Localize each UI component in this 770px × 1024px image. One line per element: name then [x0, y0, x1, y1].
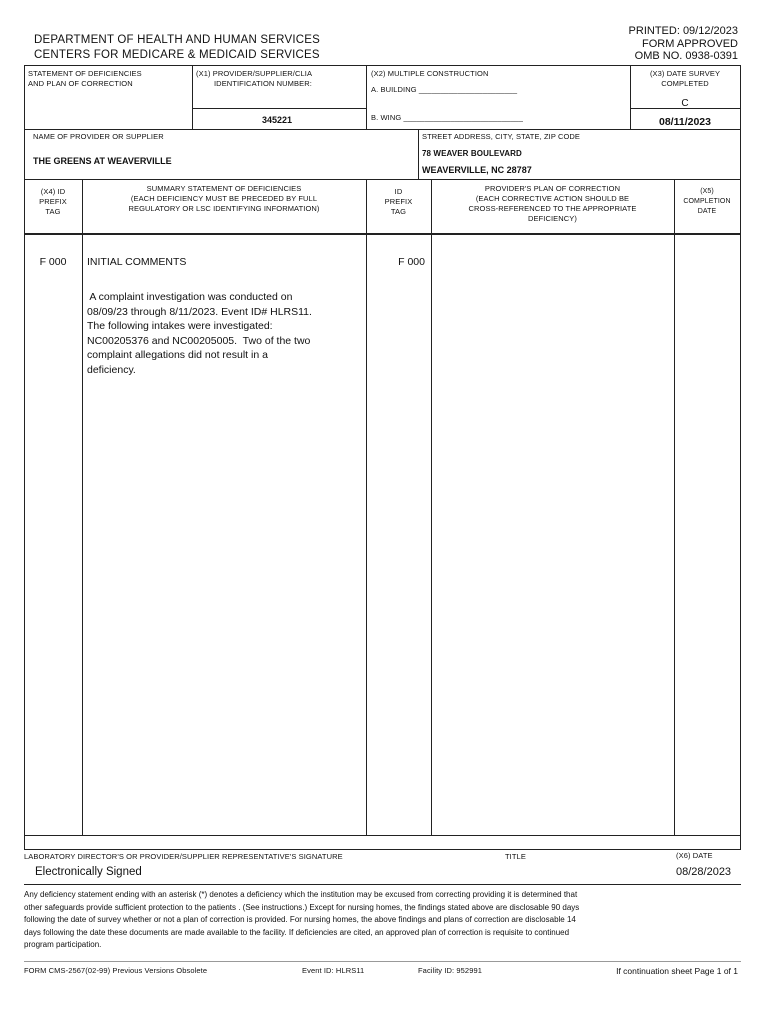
frame-right — [740, 65, 741, 850]
entry-line: NC00205376 and NC00205005. Two of the two — [87, 334, 311, 347]
disclaimer-line: other safeguards provide sufficient protection to the patients . (See instructions.) Except for nursing homes, the findings stated above are disclosable 90 days — [24, 902, 580, 912]
col-divider-4 — [674, 179, 675, 835]
x4-header-3: TAG — [45, 207, 61, 216]
plan-header-1: PROVIDER'S PLAN OF CORRECTION — [484, 184, 621, 193]
title-label: TITLE — [505, 852, 526, 861]
x5-header-3: DATE — [697, 208, 717, 215]
prefix-tag: F 000 — [39, 256, 67, 268]
x3-label — [630, 69, 740, 89]
page-indicator: If continuation sheet Page 1 of 1 — [616, 966, 738, 976]
x5-header — [674, 187, 740, 217]
disclaimer — [24, 889, 740, 952]
x5-header-2: COMPLETION — [683, 198, 731, 205]
entry-line: 08/09/23 through 8/11/2023. Event ID# HLRS11. — [87, 305, 312, 318]
entry-line: A complaint investigation was conducted on — [87, 291, 293, 303]
printed-date: PRINTED: 09/12/2023 — [628, 25, 738, 37]
id-header-2: PREFIX — [384, 197, 413, 206]
summary-header-2: (EACH DEFICIENCY MUST BE PRECEDED BY FULL — [130, 194, 318, 203]
entry-line: complaint allegations did not result in a — [87, 349, 268, 361]
summary-header-3: REGULATORY OR LSC IDENTIFYING INFORMATION) — [128, 204, 320, 213]
col-divider-1 — [82, 179, 83, 835]
address-line-1: 78 WEAVER BOULEVARD — [422, 149, 522, 158]
x2-building: A. BUILDING _______________________ — [371, 85, 518, 94]
frame-left — [24, 65, 25, 850]
x3-label-2: COMPLETED — [661, 79, 709, 88]
plan-header-3: CROSS-REFERENCED TO THE APPROPRIATE — [468, 204, 637, 213]
plan-header-4: DEFICIENCY) — [527, 214, 578, 223]
form-number: FORM CMS-2567(02-99) Previous Versions Obsolete — [24, 966, 208, 975]
facility-id: Facility ID: 952991 — [418, 966, 483, 975]
x2-label: (X2) MULTIPLE CONSTRUCTION — [371, 69, 489, 78]
col-divider-3 — [431, 179, 432, 835]
header-bottom-rule — [24, 233, 741, 235]
event-id: Event ID: HLRS11 — [302, 966, 365, 975]
signature-value: Electronically Signed — [35, 866, 142, 878]
signature-bottom — [24, 884, 741, 885]
disclaimer-line: Any deficiency statement ending with an asterisk (*) denotes a deficiency which the institution may be excused from correcting providing it is determined that — [24, 890, 578, 899]
statement-label-2: AND PLAN OF CORRECTION — [28, 79, 133, 88]
x1-label-2: IDENTIFICATION NUMBER: — [214, 79, 312, 88]
id-tag: F 000 — [398, 256, 425, 268]
statement-label — [28, 69, 142, 89]
grid-bottom — [24, 835, 741, 836]
address-line-2: WEAVERVILLE, NC 28787 — [422, 165, 532, 175]
date-label: (X6) DATE — [676, 851, 713, 860]
entry-line: deficiency. — [87, 363, 136, 376]
disclaimer-line: days following the date these documents are made available to the facility. If deficiencies are cited, an approved plan of correction is requisite to continued — [24, 927, 570, 937]
divider-x2 — [366, 65, 367, 129]
provider-id-number: 345221 — [262, 115, 293, 125]
x3-code: C — [681, 98, 689, 109]
x4-header — [24, 187, 82, 217]
divider-x1 — [192, 65, 193, 129]
entry-line: The following intakes were investigated: — [87, 320, 273, 332]
form-meta — [629, 25, 738, 63]
summary-header — [82, 184, 366, 214]
frame-top — [24, 65, 741, 66]
signature-date: 08/28/2023 — [676, 866, 732, 878]
entry-body — [87, 290, 362, 377]
x2-wing: B. WING ____________________________ — [371, 113, 524, 122]
provider-name: THE GREENS AT WEAVERVILLE — [33, 156, 172, 166]
signature-label: LABORATORY DIRECTOR'S OR PROVIDER/SUPPLIER REPRESENTATIVE'S SIGNATURE — [24, 852, 343, 861]
entry-title: INITIAL COMMENTS — [87, 256, 187, 268]
statement-label-1: STATEMENT OF DEFICIENCIES — [28, 69, 142, 78]
address-label: STREET ADDRESS, CITY, STATE, ZIP CODE — [422, 132, 581, 141]
row-divider-columns — [24, 179, 741, 180]
id-header-1: ID — [394, 187, 403, 196]
disclaimer-line: following the date of survey whether or not a plan of correction is provided. For nursing homes, the above findings and plans of correction are disclosable 14 — [24, 915, 576, 924]
disclaimer-line: program participation. — [24, 940, 102, 949]
x4-header-2: PREFIX — [39, 197, 67, 206]
provider-name-label: NAME OF PROVIDER OR SUPPLIER — [33, 132, 164, 141]
x5-header-1: (X5) — [700, 188, 714, 195]
id-header — [366, 187, 431, 217]
survey-completed-date: 08/11/2023 — [659, 116, 711, 128]
row-divider-provider — [24, 129, 741, 130]
x1-label — [196, 69, 364, 89]
plan-header-2: (EACH CORRECTIVE ACTION SHOULD BE — [475, 194, 630, 203]
form-approved: FORM APPROVED — [642, 37, 738, 50]
department-line-1: DEPARTMENT OF HEALTH AND HUMAN SERVICES — [34, 34, 320, 46]
signature-divider — [24, 849, 741, 850]
plan-header — [431, 184, 674, 224]
department-line-2: CENTERS FOR MEDICARE & MEDICAID SERVICES — [34, 49, 320, 61]
x4-header-1: (X4) ID — [40, 187, 66, 196]
x1-label-1: (X1) PROVIDER/SUPPLIER/CLIA — [196, 69, 313, 78]
omb-number: OMB NO. 0938-0391 — [634, 50, 738, 62]
department-title — [34, 33, 320, 63]
x3-label-1: (X3) DATE SURVEY — [649, 69, 721, 78]
footer-rule — [24, 961, 741, 962]
id-header-3: TAG — [390, 207, 407, 216]
summary-header-1: SUMMARY STATEMENT OF DEFICIENCIES — [146, 184, 302, 193]
divider-address — [418, 129, 419, 179]
col-divider-2 — [366, 179, 367, 835]
x1-inner-line — [192, 108, 366, 109]
